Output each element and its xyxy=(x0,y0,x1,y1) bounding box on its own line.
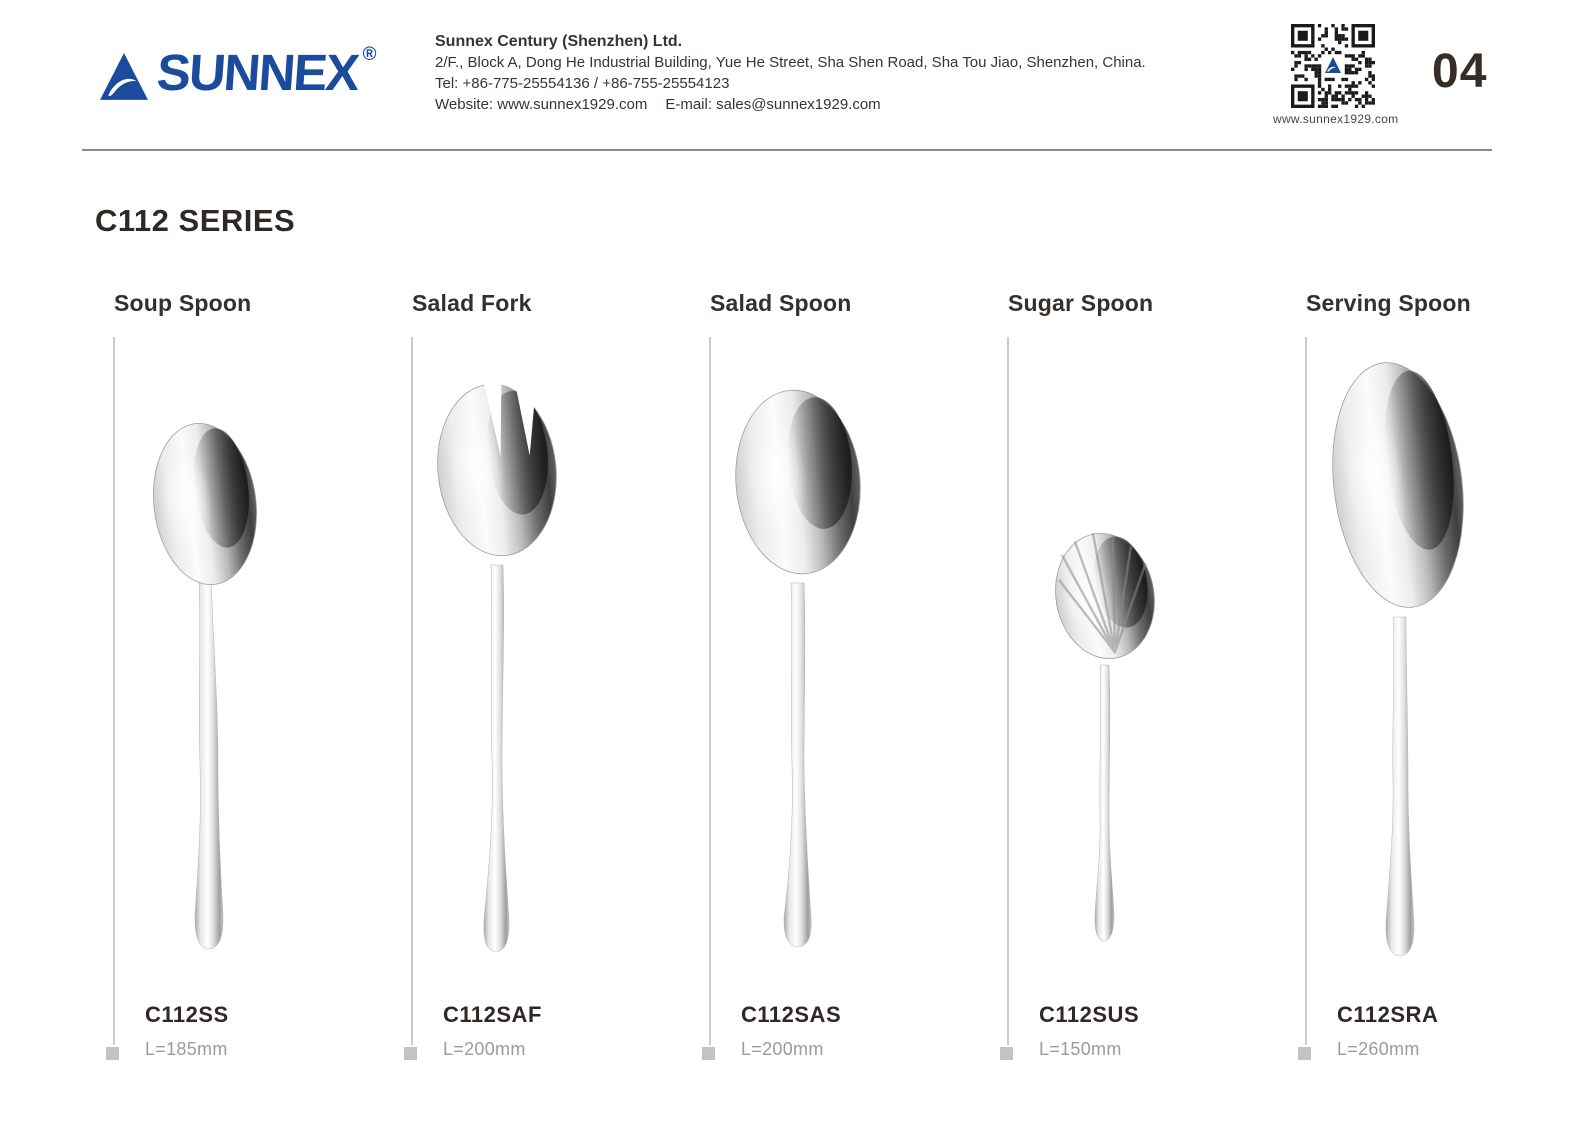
sugar-spoon-image xyxy=(1007,335,1305,1048)
product-name: Sugar Spoon xyxy=(1008,290,1154,316)
product-code: C112SAF xyxy=(443,1002,542,1027)
soup-spoon-image xyxy=(113,335,411,1048)
product-column-sugar-spoon xyxy=(1007,290,1305,1080)
product-code: C112SRA xyxy=(1337,1002,1439,1027)
qr-block xyxy=(1273,24,1399,126)
company-address: 2/F., Block A, Dong He Industrial Building, Yue He Street, Sha Shen Road, Sha Tou Jiao, Shenzhen, China. xyxy=(435,54,1146,71)
product-length: L=200mm xyxy=(741,1039,824,1059)
qr-caption: www.sunnex1929.com xyxy=(1273,112,1399,126)
product-code: C112SUS xyxy=(1039,1002,1140,1027)
header-rule xyxy=(82,149,1492,151)
product-name: Serving Spoon xyxy=(1306,290,1471,316)
qr-code xyxy=(1291,24,1375,108)
product-code: C112SS xyxy=(145,1002,229,1027)
product-length: L=150mm xyxy=(1039,1039,1122,1059)
square-bullet xyxy=(1000,1047,1013,1060)
company-website: Website: www.sunnex1929.com xyxy=(435,96,648,113)
product-length: L=185mm xyxy=(145,1039,228,1059)
logo-brand-text: SUNNEX xyxy=(155,44,360,101)
page-number: 04 xyxy=(1432,45,1488,98)
company-info xyxy=(435,31,1165,115)
series-title: C112 SERIES xyxy=(95,203,296,238)
product-code: C112SAS xyxy=(741,1002,842,1027)
product-name: Salad Spoon xyxy=(710,290,852,316)
product-column-soup-spoon xyxy=(113,290,411,1080)
product-length: L=200mm xyxy=(443,1039,526,1059)
sunnex-logo xyxy=(99,46,377,104)
registered-mark: ® xyxy=(362,44,377,65)
product-name: Soup Spoon xyxy=(114,290,252,316)
product-length: L=260mm xyxy=(1337,1039,1420,1059)
product-column-serving-spoon xyxy=(1305,290,1587,1080)
salad-spoon-image xyxy=(709,335,1007,1048)
square-bullet xyxy=(404,1047,417,1060)
product-column-salad-spoon xyxy=(709,290,1007,1080)
sunnex-triangle-icon xyxy=(99,50,149,104)
company-tel: Tel: +86-775-25554136 / +86-755-25554123 xyxy=(435,75,730,92)
product-name: Salad Fork xyxy=(412,290,532,316)
company-email: E-mail: sales@sunnex1929.com xyxy=(665,96,881,113)
company-name: Sunnex Century (Shenzhen) Ltd. xyxy=(435,33,683,50)
salad-fork-image xyxy=(411,335,709,1048)
square-bullet xyxy=(106,1047,119,1060)
product-column-salad-fork xyxy=(411,290,709,1080)
square-bullet xyxy=(702,1047,715,1060)
square-bullet xyxy=(1298,1047,1311,1060)
serving-spoon-image xyxy=(1305,335,1587,1048)
